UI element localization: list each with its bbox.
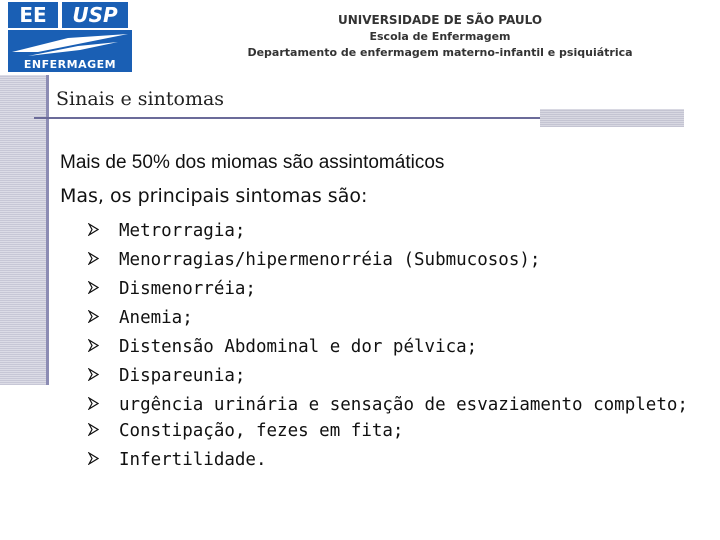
arrow-bullet-icon bbox=[88, 362, 102, 391]
list-item bbox=[88, 417, 693, 446]
school-name: Escola de Enfermagem bbox=[369, 30, 511, 43]
logo-usp-text: USP bbox=[62, 2, 128, 28]
intro-text: Mais de 50% dos miomas são assintomáticos bbox=[60, 152, 445, 173]
arrow-bullet-icon bbox=[88, 246, 102, 275]
list-item-text: Dismenorréia; bbox=[119, 279, 256, 299]
list-item-text: Constipação, fezes em fita; bbox=[119, 421, 404, 441]
list-item-text: Menorragias/hipermenorréia (Submucosos); bbox=[119, 250, 541, 270]
symptom-list bbox=[88, 217, 693, 475]
list-item bbox=[88, 333, 693, 362]
list-item bbox=[88, 304, 693, 333]
arrow-bullet-icon bbox=[88, 391, 102, 420]
title-decorative-block bbox=[540, 109, 684, 127]
arrow-bullet-icon bbox=[88, 333, 102, 362]
arrow-bullet-icon bbox=[88, 217, 102, 246]
list-item bbox=[88, 446, 693, 475]
list-item-text: Anemia; bbox=[119, 308, 193, 328]
list-item-text: Infertilidade. bbox=[119, 450, 267, 470]
logo-wings-icon bbox=[8, 30, 132, 58]
list-item-text: Dispareunia; bbox=[119, 366, 246, 386]
list-item bbox=[88, 362, 693, 391]
list-item-text: Metrorragia; bbox=[119, 221, 246, 241]
institution-header bbox=[230, 12, 650, 61]
left-decorative-bar bbox=[0, 75, 49, 385]
eeusp-logo bbox=[8, 2, 132, 72]
list-item bbox=[88, 217, 693, 246]
department-name: Departamento de enfermagem materno-infantil e psiquiátrica bbox=[247, 46, 633, 59]
list-item bbox=[88, 275, 693, 304]
list-item bbox=[88, 391, 693, 417]
slide-title: Sinais e sintomas bbox=[56, 88, 225, 110]
logo-enfermagem-text: ENFERMAGEM bbox=[8, 58, 132, 72]
university-name: UNIVERSIDADE DE SÃO PAULO bbox=[337, 13, 543, 27]
arrow-bullet-icon bbox=[88, 304, 102, 333]
list-item-text: Distensão Abdominal e dor pélvica; bbox=[119, 337, 478, 357]
arrow-bullet-icon bbox=[88, 275, 102, 304]
lead-text: Mas, os principais sintomas são: bbox=[60, 185, 368, 207]
list-item bbox=[88, 246, 693, 275]
arrow-bullet-icon bbox=[88, 446, 102, 475]
arrow-bullet-icon bbox=[88, 417, 102, 446]
logo-ee-text: EE bbox=[8, 2, 58, 28]
list-item-text: urgência urinária e sensação de esvaziamento completo; bbox=[119, 395, 688, 415]
